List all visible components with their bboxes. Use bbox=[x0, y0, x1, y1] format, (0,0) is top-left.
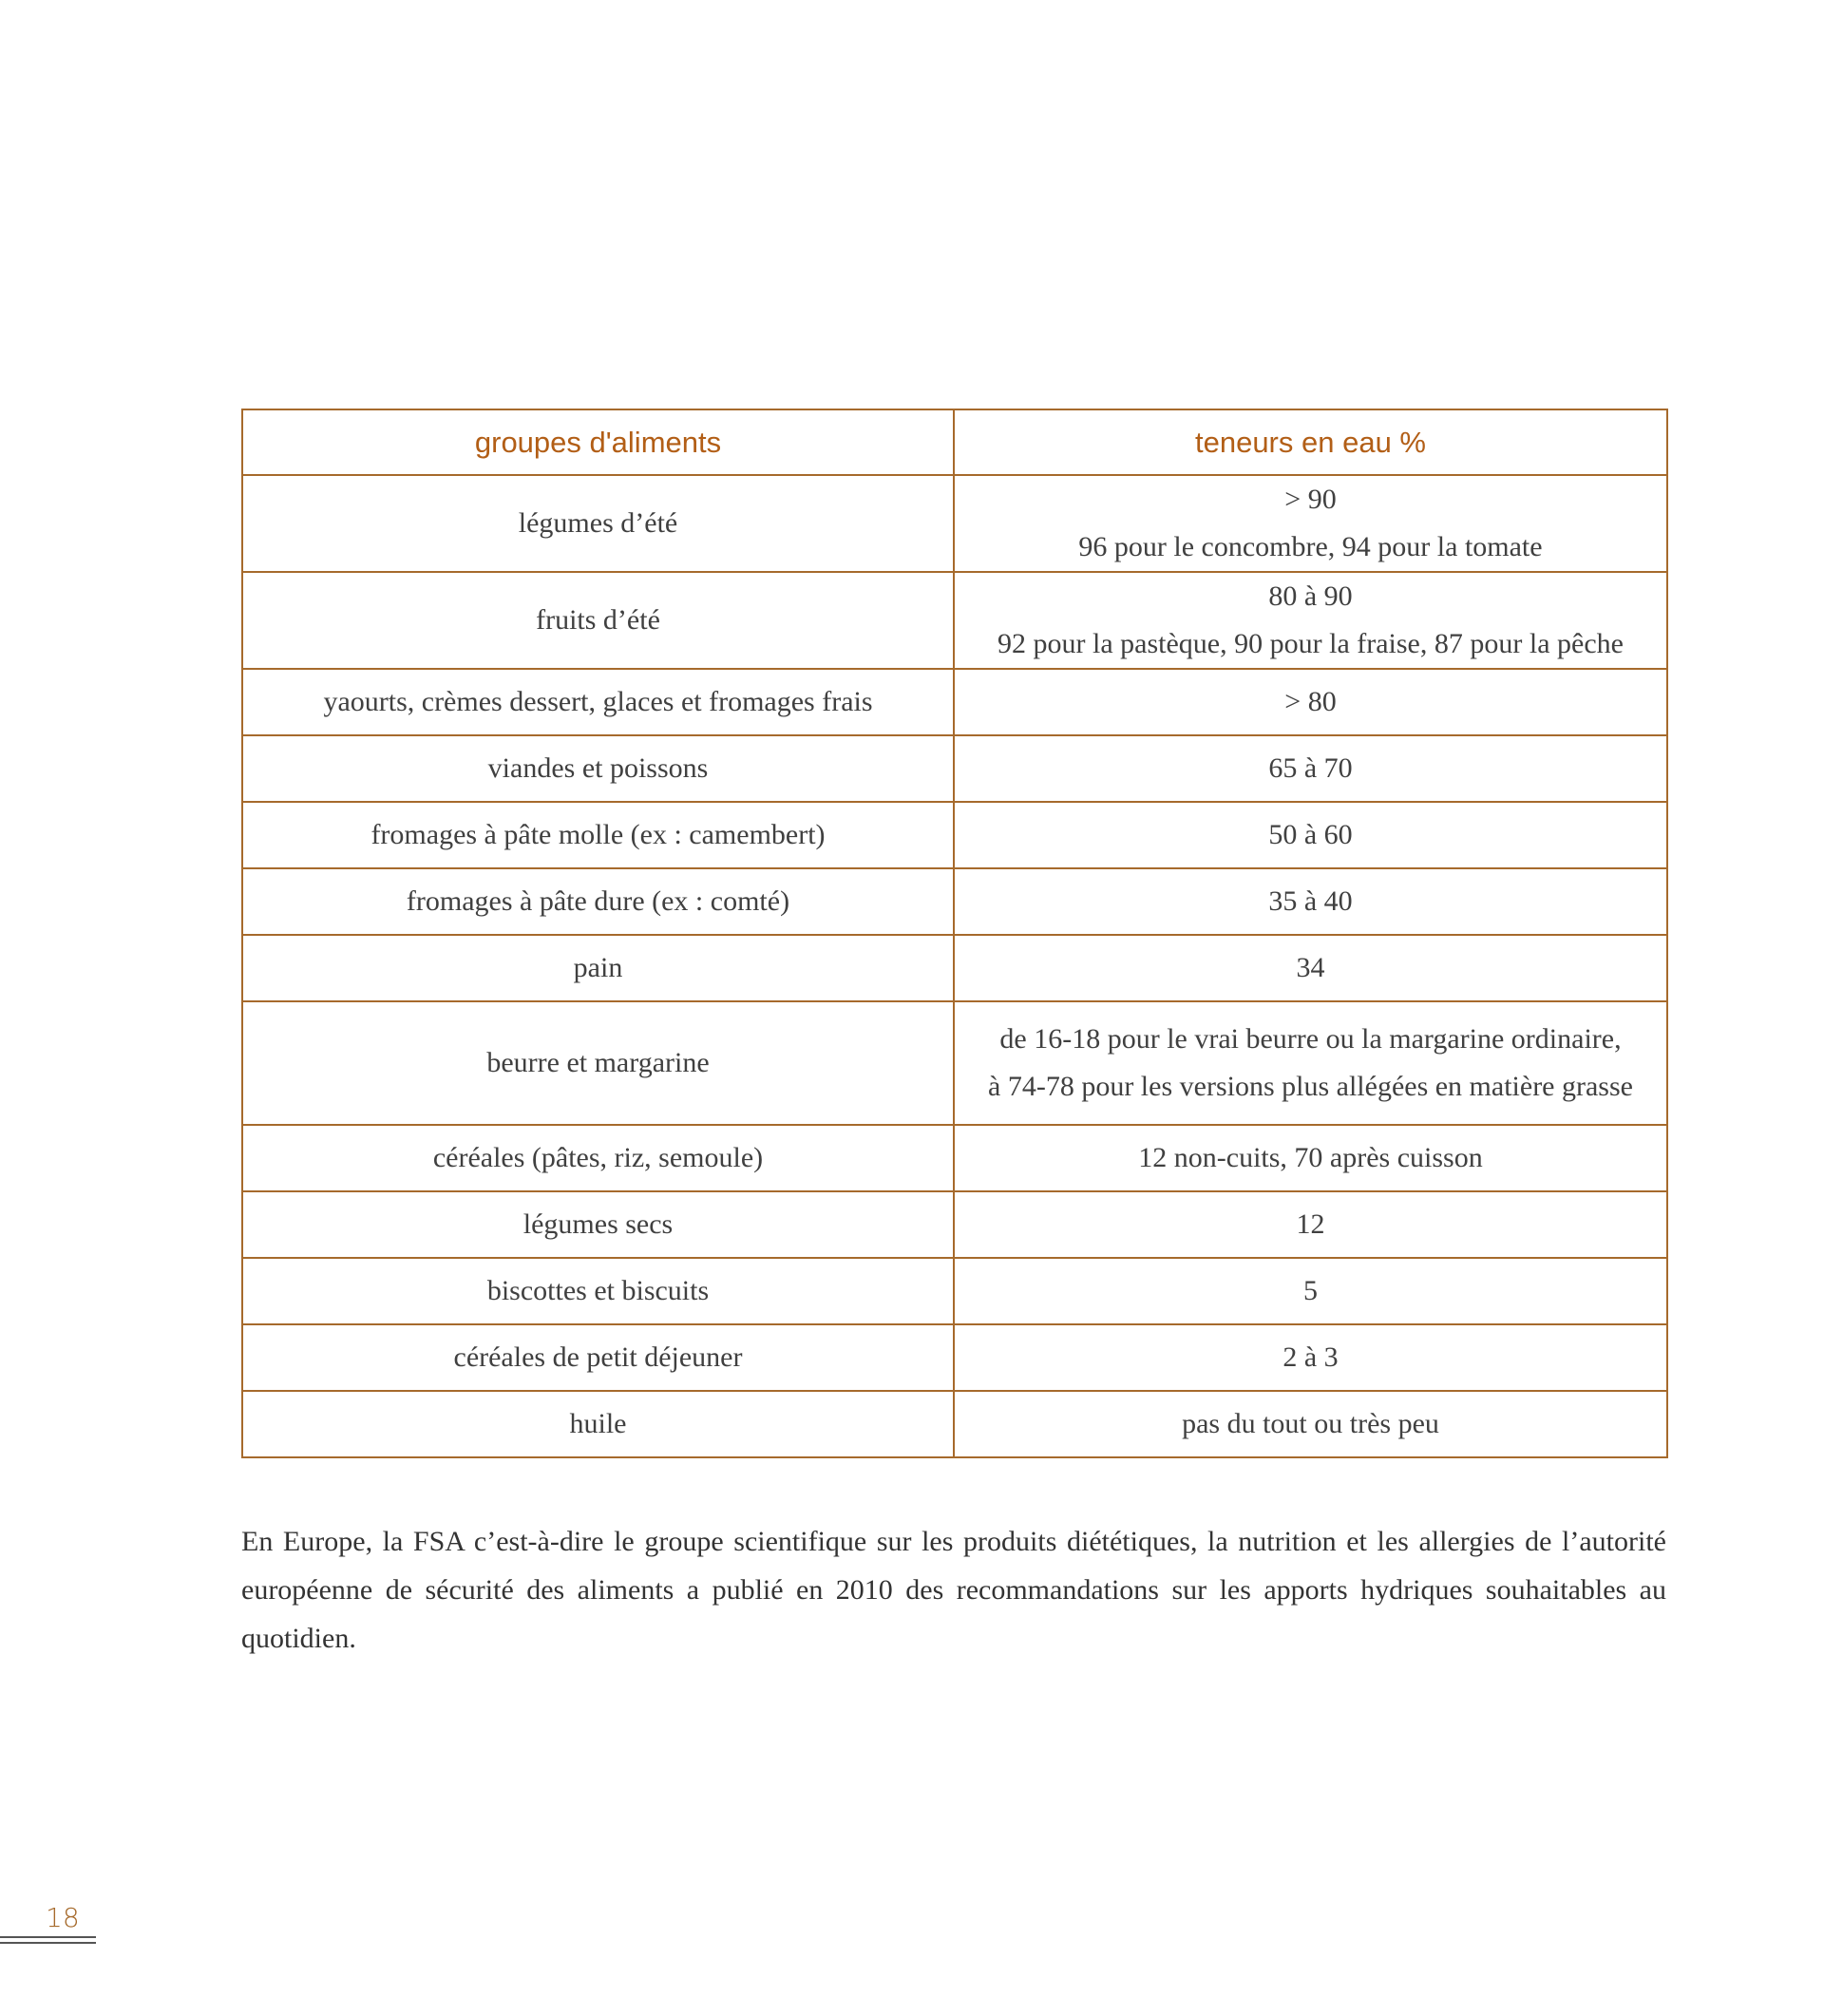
food-group-cell: huile bbox=[242, 1391, 954, 1457]
table-row bbox=[242, 1001, 1667, 1125]
water-content-line: 34 bbox=[1296, 952, 1325, 983]
table-row bbox=[242, 802, 1667, 868]
water-content-cell bbox=[954, 1001, 1667, 1125]
water-content-cell bbox=[954, 735, 1667, 802]
water-content-cell bbox=[954, 935, 1667, 1001]
water-content-line: de 16-18 pour le vrai beurre ou la margarine ordinaire, bbox=[999, 1023, 1622, 1055]
water-content-line: 12 non-cuits, 70 après cuisson bbox=[1138, 1142, 1483, 1173]
water-content-cell bbox=[954, 1191, 1667, 1258]
food-group-cell: biscottes et biscuits bbox=[242, 1258, 954, 1324]
water-content-line: 50 à 60 bbox=[1268, 819, 1353, 850]
water-content-line: pas du tout ou très peu bbox=[1182, 1408, 1439, 1439]
water-content-line: 2 à 3 bbox=[1282, 1341, 1339, 1373]
table-row bbox=[242, 1324, 1667, 1391]
water-content-line: 65 à 70 bbox=[1268, 752, 1353, 784]
water-content-line: 12 bbox=[1296, 1208, 1325, 1240]
water-content-cell bbox=[954, 669, 1667, 735]
table-row bbox=[242, 669, 1667, 735]
body-paragraph: En Europe, la FSA c’est-à-dire le groupe scientifique sur les produits diététiques, la nutrition et les allergies de l’autorité européenne de sécurité des aliments a publié en 2010 des recommandations sur les apports hydriques souhaitables au quotidien. bbox=[241, 1526, 1666, 1654]
table-body bbox=[242, 475, 1667, 1457]
page-number: 18 bbox=[46, 1902, 80, 1933]
water-content-line: 35 à 40 bbox=[1268, 885, 1353, 917]
food-group-cell: fruits d’été bbox=[242, 572, 954, 669]
water-content-line: 96 pour le concombre, 94 pour la tomate bbox=[1078, 531, 1543, 562]
water-content-line: 92 pour la pastèque, 90 pour la fraise, 87 pour la pêche bbox=[998, 628, 1624, 659]
table-row bbox=[242, 475, 1667, 572]
water-content-cell bbox=[954, 1391, 1667, 1457]
food-group-cell: beurre et margarine bbox=[242, 1001, 954, 1125]
food-group-cell: viandes et poissons bbox=[242, 735, 954, 802]
water-content-table bbox=[241, 409, 1668, 1458]
table-row bbox=[242, 1258, 1667, 1324]
water-content-line: > 80 bbox=[1284, 686, 1337, 717]
food-group-cell: fromages à pâte molle (ex : camembert) bbox=[242, 802, 954, 868]
table-row bbox=[242, 572, 1667, 669]
header-food-groups: groupes d'aliments bbox=[242, 409, 954, 475]
water-content-cell bbox=[954, 1258, 1667, 1324]
food-group-cell: légumes secs bbox=[242, 1191, 954, 1258]
water-content-cell bbox=[954, 1125, 1667, 1191]
water-content-cell bbox=[954, 868, 1667, 935]
water-content-line: à 74-78 pour les versions plus allégées en matière grasse bbox=[988, 1071, 1633, 1102]
table-row bbox=[242, 1391, 1667, 1457]
food-group-cell: fromages à pâte dure (ex : comté) bbox=[242, 868, 954, 935]
food-group-cell: légumes d’été bbox=[242, 475, 954, 572]
footer-rule-top bbox=[0, 1936, 96, 1938]
water-content-cell bbox=[954, 1324, 1667, 1391]
table-row bbox=[242, 1191, 1667, 1258]
food-group-cell: céréales (pâtes, riz, semoule) bbox=[242, 1125, 954, 1191]
food-group-cell: céréales de petit déjeuner bbox=[242, 1324, 954, 1391]
table-row bbox=[242, 1125, 1667, 1191]
water-content-cell bbox=[954, 572, 1667, 669]
table-row bbox=[242, 935, 1667, 1001]
water-content-line: 5 bbox=[1303, 1275, 1318, 1306]
table-row bbox=[242, 868, 1667, 935]
food-group-cell: yaourts, crèmes dessert, glaces et fromages frais bbox=[242, 669, 954, 735]
table-row bbox=[242, 735, 1667, 802]
water-content-line: > 90 bbox=[1284, 484, 1337, 515]
table-header-row bbox=[242, 409, 1667, 475]
water-content-cell bbox=[954, 802, 1667, 868]
header-water-content: teneurs en eau % bbox=[954, 409, 1667, 475]
footer-rule-bottom bbox=[0, 1942, 96, 1944]
water-content-line: 80 à 90 bbox=[1268, 580, 1353, 612]
food-group-cell: pain bbox=[242, 935, 954, 1001]
water-content-cell bbox=[954, 475, 1667, 572]
